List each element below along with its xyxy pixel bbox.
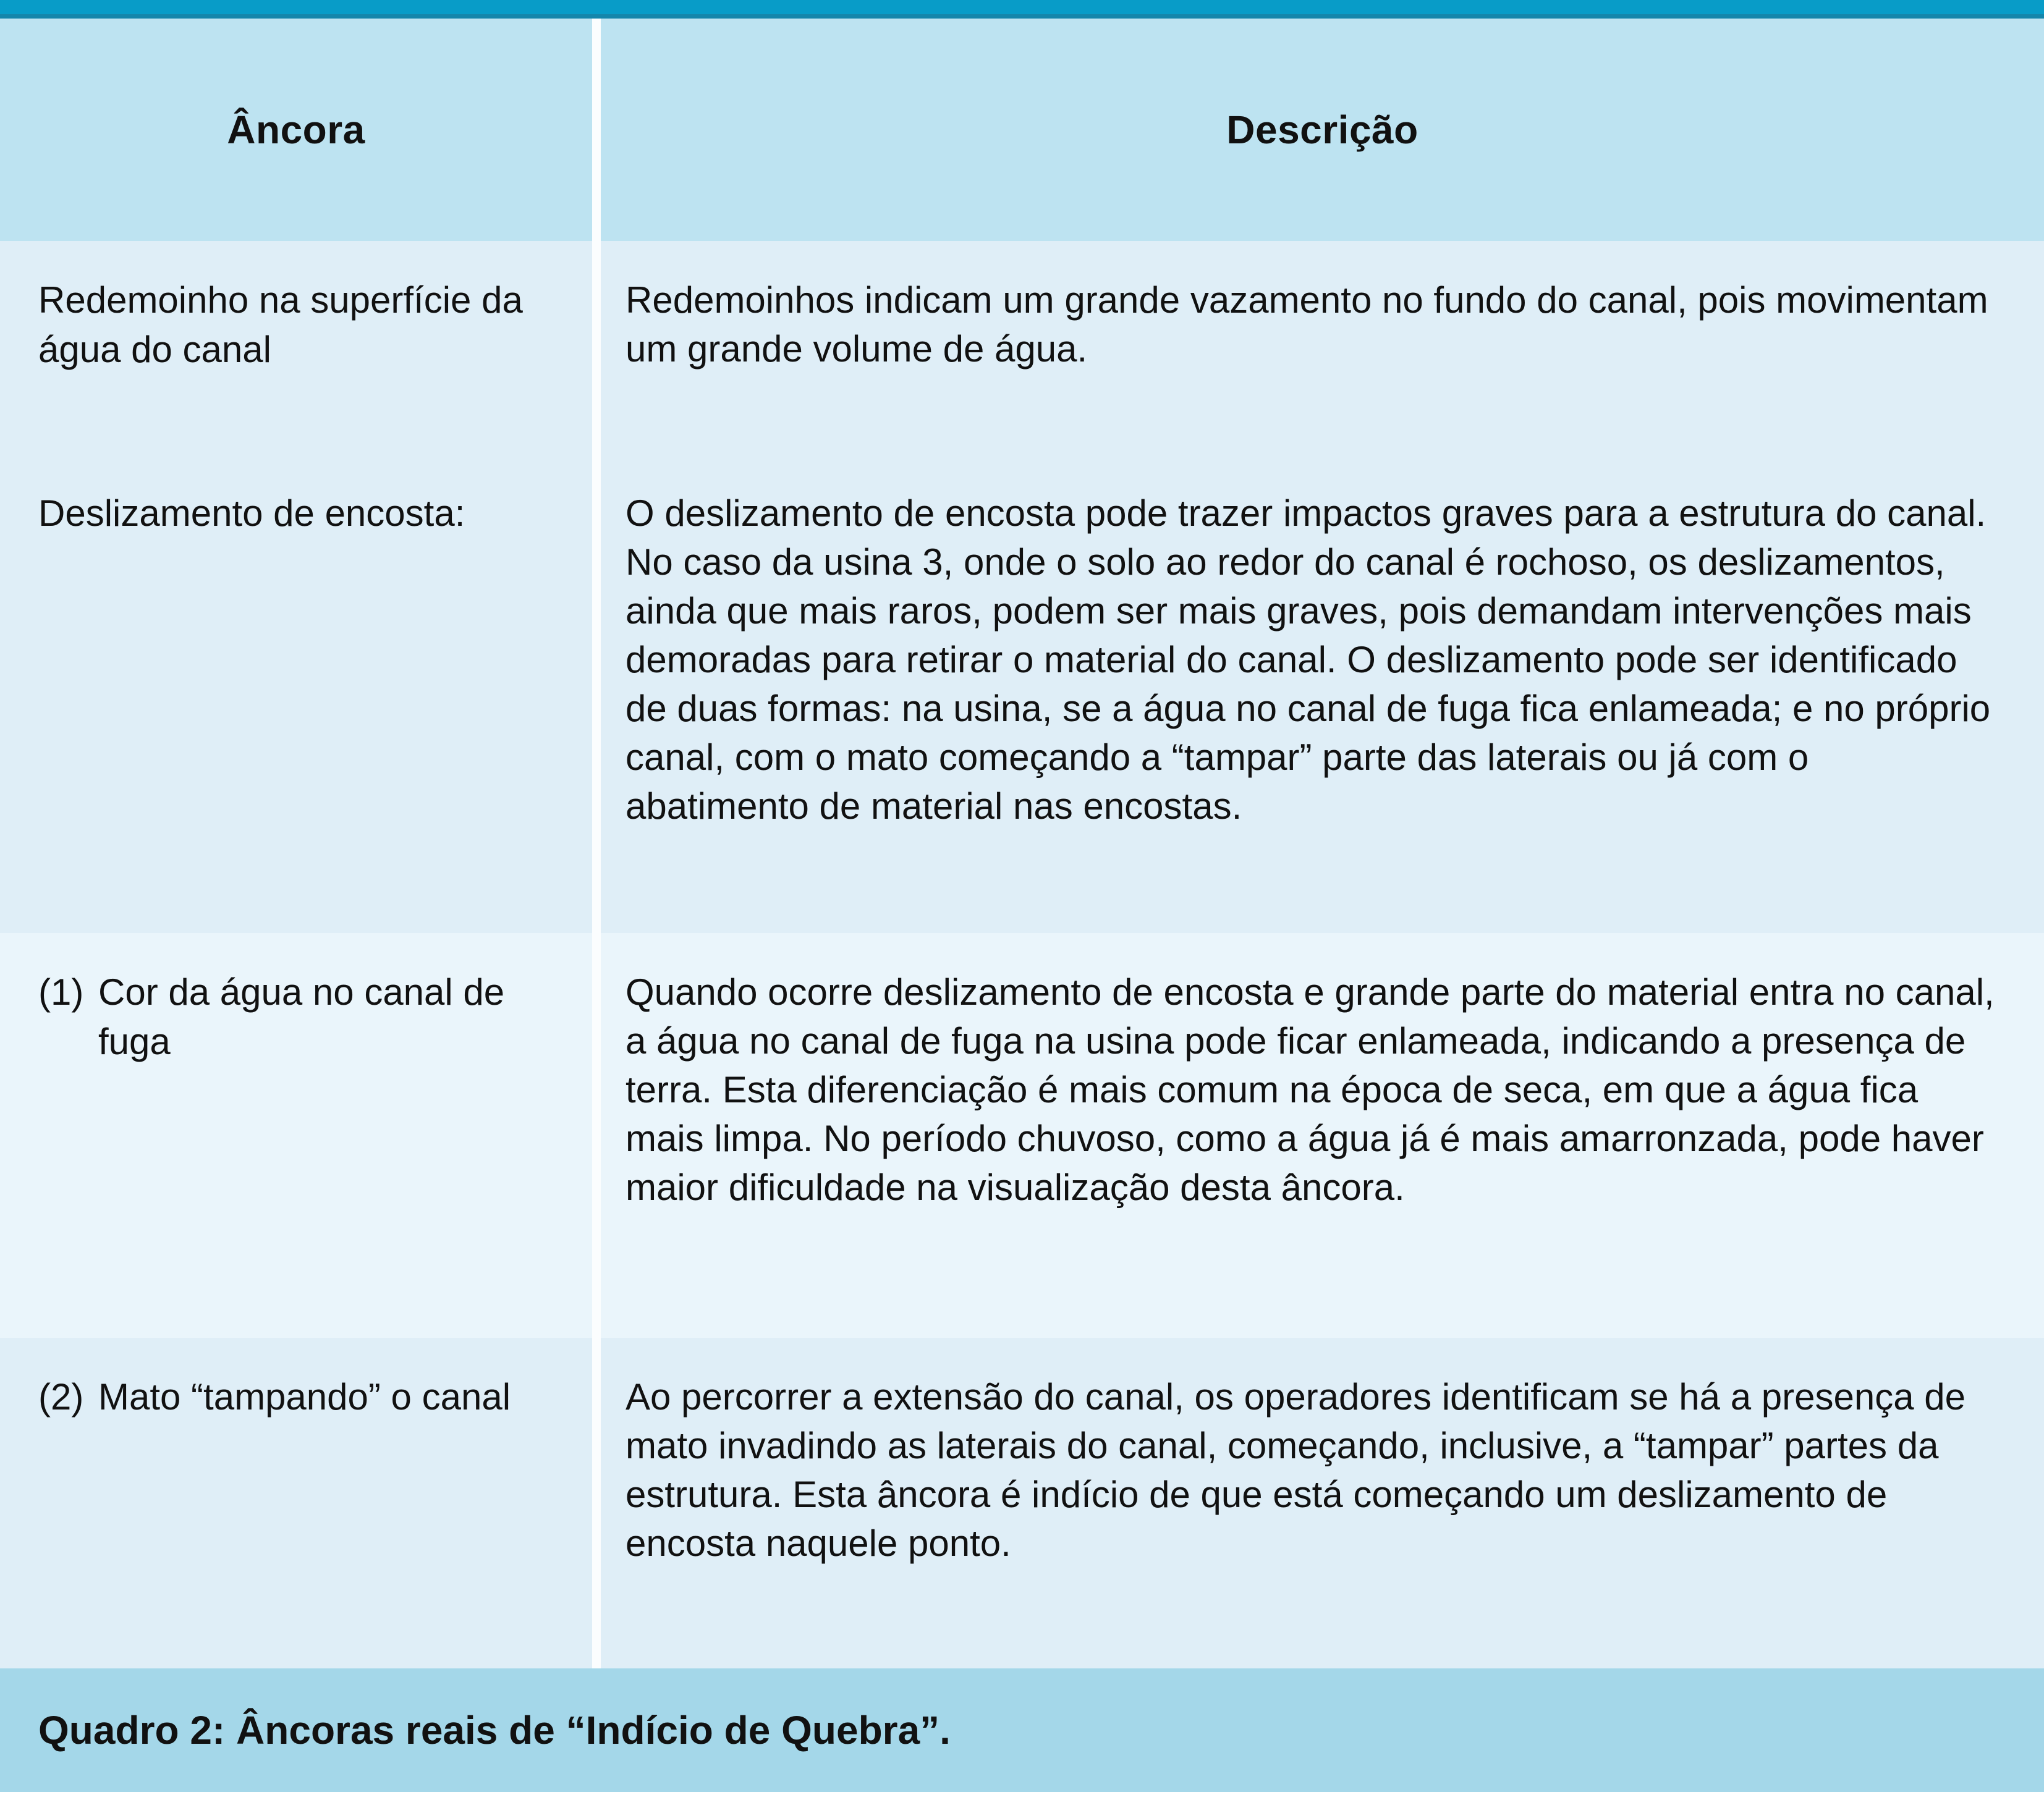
- column-divider: [592, 19, 601, 241]
- description-text: Redemoinhos indicam um grande vazamento no fundo do canal, pois movimentam um grande volume de água.: [625, 279, 1988, 370]
- anchor-cell: [0, 241, 592, 454]
- description-text: Quando ocorre deslizamento de encosta e grande parte do material entra no canal, a água no canal de fuga na usina pode ficar enlameada, indicando a presença de terra. Esta diferenciação é mais comum na época de seca, em que a água fica mais limpa. No período chuvoso, como a água já é mais amarronzada, pode haver maior dificuldade na visualização desta âncora.: [625, 971, 1995, 1208]
- table-row: [0, 1338, 2044, 1668]
- header-cell-anchor: [0, 19, 592, 241]
- bottom-margin: [0, 1792, 2044, 1813]
- anchor-number: (1): [38, 971, 84, 1013]
- column-divider: [592, 933, 601, 1338]
- anchor-cell: [0, 933, 592, 1338]
- description-cell: [601, 933, 2044, 1338]
- anchor-cell: [0, 1338, 592, 1668]
- table-row: [0, 454, 2044, 933]
- anchor-text: Mato “tampando” o canal: [98, 1376, 511, 1418]
- description-cell: [601, 1338, 2044, 1668]
- anchor-cell: [0, 454, 592, 933]
- table-caption: Quadro 2: Âncoras reais de “Indício de Quebra”.: [38, 1708, 951, 1752]
- column-divider: [592, 241, 601, 454]
- anchor-text: Deslizamento de encosta:: [38, 492, 465, 534]
- table-header-row: [0, 19, 2044, 241]
- header-label-anchor: Âncora: [227, 108, 365, 152]
- table-row: [0, 933, 2044, 1338]
- table-row: [0, 241, 2044, 454]
- description-cell: [601, 241, 2044, 454]
- description-text: Ao percorrer a extensão do canal, os operadores identificam se há a presença de mato invadindo as laterais do canal, começando, inclusive, a “tampar” partes da estrutura. Esta âncora é indício de que está começando um deslizamento de encosta naquele ponto.: [625, 1376, 1966, 1564]
- column-divider: [592, 1338, 601, 1668]
- anchor-text: Cor da água no canal de fuga: [98, 971, 505, 1062]
- column-divider: [592, 454, 601, 933]
- description-cell: [601, 454, 2044, 933]
- header-cell-description: [601, 19, 2044, 241]
- top-accent-bar: [0, 0, 2044, 19]
- description-text: O deslizamento de encosta pode trazer impactos graves para a estrutura do canal. No caso da usina 3, onde o solo ao redor do canal é rochoso, os deslizamentos, ainda que mais raros, podem ser mais graves, pois demandam intervenções mais demoradas para retirar o material do canal. O deslizamento pode ser identificado de duas formas: na usina, se a água no canal de fuga fica enlameada; e no próprio canal, com o mato começando a “tampar” parte das laterais ou já com o abatimento de material nas encostas.: [625, 492, 1991, 827]
- table-caption-bar: [0, 1668, 2044, 1792]
- anchor-number: (2): [38, 1376, 84, 1418]
- header-label-description: Descrição: [1226, 108, 1419, 152]
- anchor-text: Redemoinho na superfície da água do canal: [38, 279, 523, 370]
